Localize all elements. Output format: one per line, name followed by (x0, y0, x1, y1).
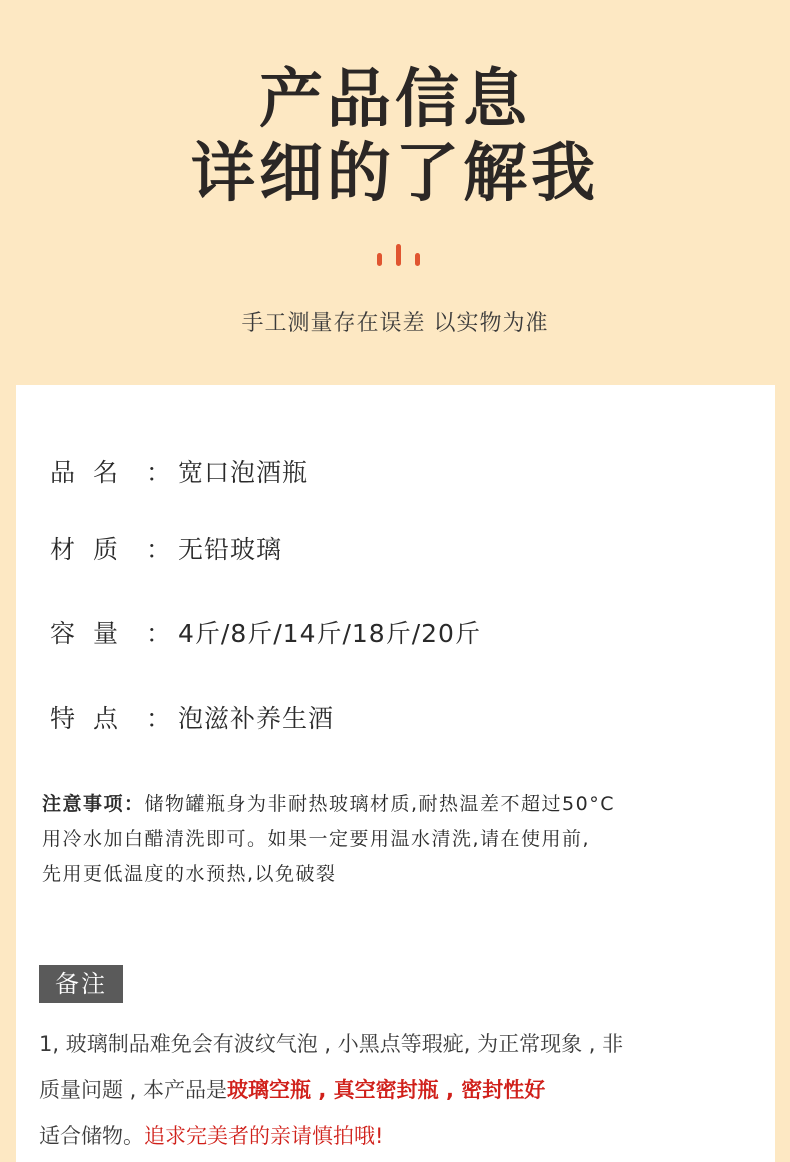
remark-line-3 (39, 1113, 759, 1159)
spec-value: 4斤/8斤/14斤/18斤/20斤 (178, 619, 481, 648)
measurement-note: 手工测量存在误差 以实物为准 (241, 311, 549, 336)
bar-3 (415, 253, 420, 266)
notice-line-3: 先用更低温度的水预热,以免破裂 (42, 863, 337, 885)
product-info-card (16, 385, 775, 1162)
spec-label: 品名 (50, 458, 137, 487)
decorative-bars-icon (377, 240, 423, 268)
remark-text (39, 1021, 759, 1159)
spec-colon: ： (146, 704, 172, 733)
header-section (0, 0, 790, 385)
spec-value: 宽口泡酒瓶 (178, 458, 309, 487)
remark-line-2-plain: 质量问题 , 本产品是 (39, 1078, 228, 1102)
page-title-line2: 详细的了解我 (191, 137, 599, 211)
spec-value: 无铅玻璃 (178, 535, 283, 564)
spec-label: 材质 (50, 535, 137, 564)
care-notice (42, 787, 762, 892)
spec-colon: ： (146, 619, 172, 648)
spec-value: 泡滋补养生酒 (178, 704, 335, 733)
remark-line-2 (39, 1067, 759, 1113)
spec-colon: ： (146, 458, 172, 487)
notice-text-1: 储物罐瓶身为非耐热玻璃材质,耐热温差不超过50°C (144, 793, 615, 815)
bar-2 (396, 244, 401, 266)
remark-highlight-sealed: 玻璃空瓶 , 真空密封瓶 , 密封性好 (227, 1078, 546, 1102)
bar-1 (377, 253, 382, 266)
notice-label: 注意事项： (42, 793, 145, 815)
notice-line-1 (42, 787, 762, 822)
remark-line-3-plain: 适合储物。 (39, 1124, 144, 1148)
notice-line-2: 用冷水加白醋清洗即可。如果一定要用温水清洗,请在使用前, (42, 828, 591, 850)
remark-line-1: 1, 玻璃制品难免会有波纹气泡 , 小黑点等瑕疵, 为正常现象 , 非 (39, 1032, 624, 1056)
page-title: 产品信息 (259, 63, 531, 137)
spec-label: 特点 (50, 704, 137, 733)
spec-label: 容量 (50, 619, 137, 648)
spec-colon: ： (146, 535, 172, 564)
remark-badge: 备注 (39, 965, 123, 1003)
remark-warning: 追求完美者的亲请慎拍哦! (144, 1124, 384, 1148)
